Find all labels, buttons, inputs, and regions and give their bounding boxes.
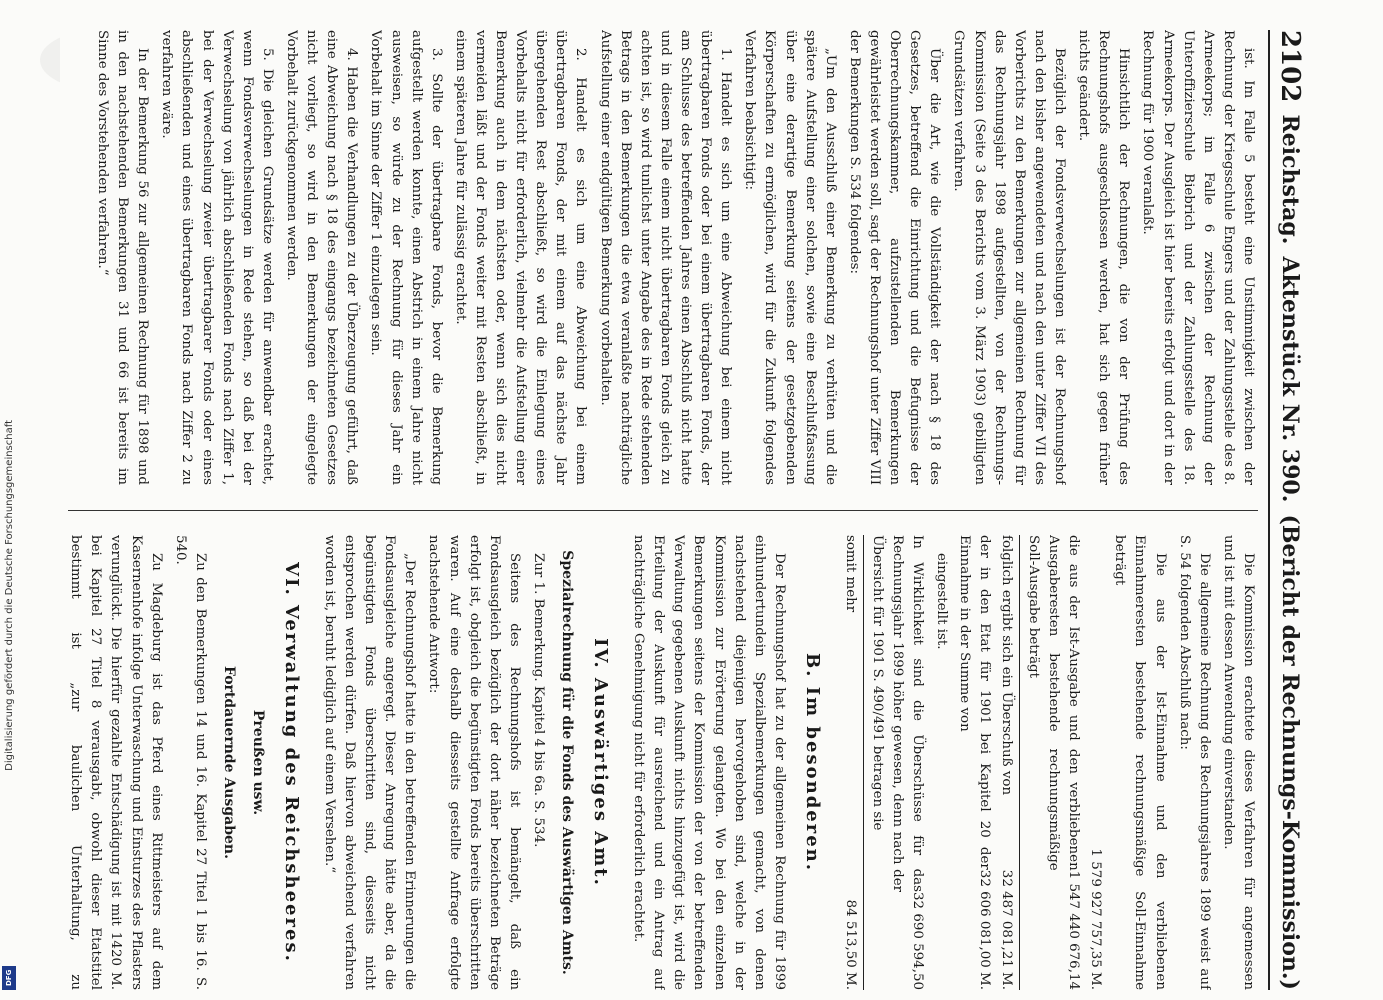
- paragraph: ist. Im Falle 5 besteht eine Unstimmigkeit zwischen der Rechnung der Kriegsschule Engers und der Zahlungsstelle des 8. Armeekorps; im Falle 6 zwischen der Rechnung der Unteroffizierschule Biebrich und der Zahlungsstelle des 18. Armeekorps. Der Ausgleich ist hier bereits erfolgt und dort in der Rechnung für 1900 veranlaßt.: [1140, 30, 1256, 485]
- soll-einnahme-value: 1 579 927 757,35 M.: [1088, 848, 1104, 990]
- paragraph: Die allgemeine Rechnung des Rechnungsjahres 1899 weist auf S. 54 folgenden Abschluß nach:: [1176, 535, 1212, 990]
- paragraph: Die Kommission erachtete dieses Verfahren für angemessen und ist mit dessen Anwendung einverstanden.: [1220, 535, 1256, 990]
- paragraph: Über die Art, wie die Vollständigkeit der nach § 18 des Gesetzes, betreffend die Einrichtung und die Befugnisse der Oberrechnungskammer, aufzustellenden Bemerkungen gewährleistet werden soll, sagt der Rechnungshof unter Ziffer VIII der Bemerkungen S. 534 folgendes:: [846, 30, 943, 485]
- ueberschuss-value: 32 487 081,21 M.: [998, 869, 1014, 990]
- amount-row: [1085, 535, 1105, 990]
- paragraph: Zur 1. Bemerkung. Kapitel 4 bis 6a. S. 534.: [531, 553, 547, 848]
- paragraph: Bezüglich der Fondsverwechselungen ist der Rechnungshof nach den bisher angewendeten und nach den unter Ziffer VII des Vorberichts zu den Bemerkungen zur allgemeinen Rechnung für das Rechnungsjahr 1898 aufgestellten, von der Rechnungs-Kommission (Seite 3 des Berichts vom 3. März 1903) gebilligten Grundsätzen verfahren.: [951, 30, 1068, 485]
- dfg-logo: DFG: [2, 966, 16, 990]
- rotated-document-page: [60, 30, 1310, 990]
- section-title: IV. Auswärtiges Amt.: [590, 638, 612, 887]
- sum-rule: [1019, 535, 1020, 990]
- paragraph: 4. Haben die Verhandlungen zu der Überzeugung geführt, daß eine Abweichung nach § 18 des eingangs bezeichneten Gesetzes nicht vorliegt, so wird in den Bemerkungen der eingelegte Vorbehalt zurückgenommen werden.: [283, 30, 360, 485]
- ueberschuss-label: folglich ergibt sich ein Überschuß von: [998, 535, 1014, 796]
- page-header: [1268, 30, 1310, 990]
- wirklich-value: 32 690 594,50: [910, 892, 926, 990]
- amount-row: [840, 535, 860, 990]
- amount-row: [953, 535, 993, 990]
- sum-rule: [863, 535, 864, 990]
- header-document: Aktenstück Nr. 390.: [1277, 256, 1303, 503]
- digitization-credit: Digitalisierung gefördert durch die Deutsche Forschungsgemeinschaft: [4, 420, 15, 771]
- section-subtitle: Spezialrechnung für die Fonds des Auswärtigen Amts.: [559, 550, 576, 975]
- paragraph: „Der Rechnungshof hatte in den betreffenden Erinnerungen die Fondsausgleiche angeregt. Dieser Anregung hätte aber, da die begünstigten Fonds überschritten sind, diesseits nicht entsprochen werden dürfen. Daß hiervon abweichend verfahren worden ist, beruht lediglich auf einem Versehen.“: [321, 535, 418, 990]
- column-divider: [68, 510, 1258, 511]
- paragraph: Seitens des Rechnungshofs ist bemängelt, daß ein Fondsausgleich bezüglich der dort näher bezeichneten Beträge erfolgt ist, obgleich die begünstigten Fonds bereits überschritten waren. Auf eine deshalb diesseits gestellte Anfrage erfolgte nachstehende Antwort:: [426, 535, 522, 990]
- paragraph: Zu Magdeburg ist das Pferd eines Rittmeisters auf dem Kasernenhofe infolge Unterwaschung und Einsturzes des Pflasters verunglückt. Die hierfür gezahlte Entschädigung ist mit 1420 M. bei Kapitel 27 Titel 8 verausgabt, obwohl dieser Etatstitel bestimmt ist „zur baulichen Unterhaltung, zu: [68, 535, 164, 990]
- section-subtitle: Fortdauernde Ausgaben.: [220, 666, 237, 859]
- etat-label: der in den Etat für 1901 bei Kapitel 20 der Einnahme in der Summe von: [956, 535, 992, 870]
- amount-row: [996, 535, 1016, 990]
- paragraph: In der Bemerkung 56 zur allgemeinen Rechnung für 1898 und in den nachstehenden Bemerkungen 31 und 66 ist bereits im Sinne des Vorstehenden verfahren.“: [94, 30, 151, 485]
- section-title: B. Im besonderen.: [801, 652, 823, 873]
- paragraph: 1. Handelt es sich um eine Abweichung bei einem nicht übertragbaren Fonds oder bei einem übertragbaren Fonds, der am Schlusse des betreffenden Jahres einen Abschluß nicht hatte und in diesem Falle einem nicht übertragbaren Fonds gleich zu achten ist, so wird tunlichst unter Angabe des in Rede stehenden Betrags in den Bemerkungen die etwa veranlaßte nachträgliche Aufstellung einer endgültigen Bemerkung vorbehalten.: [597, 30, 734, 485]
- paragraph: Hinsichtlich der Rechnungen, die von der Prüfung des Rechnungshofs ausgeschlossen werden, hat sich gegen früher nichts geändert.: [1076, 30, 1132, 485]
- amount-row: [867, 535, 927, 990]
- paragraph: 5. Die gleichen Grundsätze werden für anwendbar erachtet, wenn Fondsverwechselungen in Rede stehen, so daß bei der Verwechselung von jährlich abschließenden Fonds nach Ziffer 1, bei der Verwechselung zweier übertragbarer Fonds oder eines abschließenden und eines übertragbaren Fonds nach Ziffer 2 zu verfahren wäre.: [159, 30, 275, 485]
- amount-row: [1023, 535, 1083, 990]
- paragraph: Zu den Bemerkungen 14 und 16. Kapitel 27 Titel 1 bis 16. S. 540.: [172, 535, 208, 990]
- paragraph: „Um den Ausschluß einer Bemerkung zu verhüten und die spätere Aufstellung einer solchen, sowie eine Beschlußfassung über eine derartige Bemerkung seitens der gesetzgebenden Körperschaften zu ermöglichen, wird für die Zukunft folgendes Verfahren beabsichtigt:: [742, 30, 838, 485]
- paragraph: Die aus der Ist-Einnahme und den verbliebenen Einnahmeresten bestehende rechnungsmäßige Soll-Einnahme beträgt: [1112, 535, 1168, 990]
- etat-value: 32 606 081,00 M.: [976, 869, 992, 990]
- soll-ausgabe-value: 1 547 440 676,14: [1066, 870, 1082, 990]
- ausgabe-label: die aus der Ist-Ausgabe und den verbliebenen Ausgaberesten bestehende rechnungsmäßige Soll-Ausgabe beträgt: [1025, 535, 1082, 871]
- paragraph: 2. Handelt es sich um eine Abweichung bei einem übertragbaren Fonds, der mit einem auf das nächste Jahr übergehenden Rest abschließt, so wird die Einlegung eines Vorbehalts nicht für erforderlich, vielmehr die Aufstellung einer Bemerkung auch in dem nächsten oder, wenn sich dies nicht vermeiden läßt und der Fonds weiter mit Resten abschließt, in einem späteren Jahre für zulässig erachtet.: [452, 30, 589, 485]
- paragraph: eingestellt ist.: [934, 553, 950, 650]
- left-column: [68, 30, 1258, 485]
- paragraph: 3. Sollte der übertragbare Fonds, bevor die Bemerkung aufgestellt werden konnte, einen Abstrich in einem Jahre nicht ausweisen, so würde zu der Rechnung für dieses Jahr ein Vorbehalt im Sinne der Ziffer 1 einzulegen sein.: [368, 30, 444, 485]
- right-column: [68, 535, 1258, 990]
- wirklich-label: In Wirklichkeit sind die Überschüsse für das Rechnungsjahr 1899 höher gewesen, denn nach der Übersicht für 1901 S. 490/491 betragen sie: [870, 535, 926, 893]
- section-subtitle: Preußen usw.: [249, 709, 266, 816]
- header-source: Reichstag.: [1277, 114, 1303, 245]
- somit-label: somit mehr: [843, 535, 859, 613]
- section-title: VI. Verwaltung des Reichsheeres.: [280, 562, 302, 963]
- somit-value: 84 513,50 M.: [843, 899, 859, 990]
- header-section: (Bericht der Rechnungs-Kommission.): [1277, 514, 1303, 990]
- page-number: 2102: [1275, 30, 1305, 103]
- paragraph: Der Rechnungshof hat zu der allgemeinen Rechnung für 1899 einhundertundein Spezialbemerkungen gemacht, von denen nachstehend diejenigen hervorgehoben sind, welche in der Kommission zur Erörterung gelangten. Wo bei den einzelnen Bemerkungen seitens der Kommission der von der betreffenden Verwaltung gegebenen Auskunft nichts hinzugefügt ist, wird die Erteilung der Auskunft für ausreichend und ein Antrag auf nachträgliche Genehmigung nicht für erforderlich erachtet.: [631, 535, 787, 990]
